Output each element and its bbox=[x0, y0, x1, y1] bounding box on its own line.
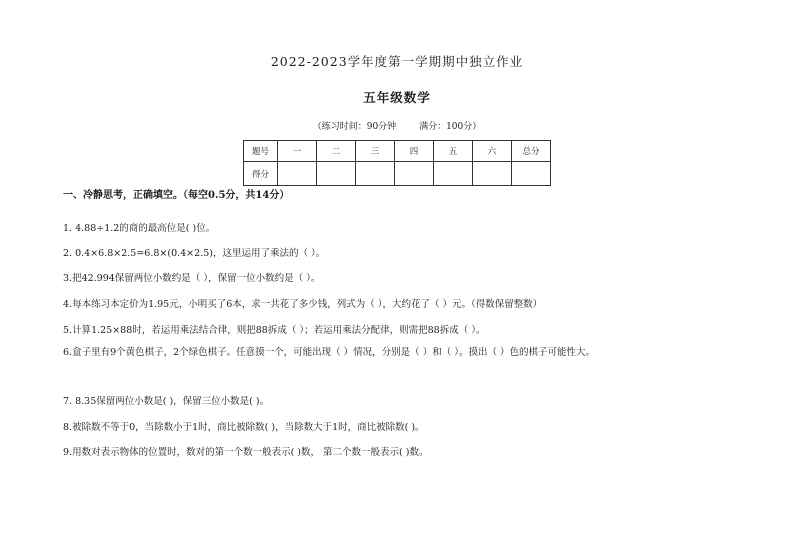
score-table-header-row bbox=[244, 141, 551, 162]
question-2: 2. 0.4×6.8×2.5=6.8×(0.4×2.5)，这里运用了乘法的（ ）。 bbox=[63, 248, 326, 259]
score-cell[interactable] bbox=[434, 162, 473, 186]
score-cell[interactable] bbox=[395, 162, 434, 186]
question-7: 7. 8.35保留两位小数是( )，保留三位小数是( )。 bbox=[63, 396, 270, 407]
exam-title: 2022-2023学年度第一学期期中独立作业 bbox=[270, 54, 524, 69]
score-cell[interactable] bbox=[356, 162, 395, 186]
question-5: 5.计算1.25×88时，若运用乘法结合律，则把88拆成（ ）；若运用乘法分配律，则需把88拆成（ ）。 bbox=[63, 325, 486, 336]
question-4: 4.每本练习本定价为1.95元，小明买了6本，求一共花了多少钱，列式为（ ），大约花了（ ）元。（得数保留整数） bbox=[63, 299, 543, 310]
question-3: 3.把42.994保留两位小数约是（ ），保留一位小数约是（ ）。 bbox=[63, 273, 321, 284]
score-cell[interactable] bbox=[278, 162, 317, 186]
score-header-cell: 六 bbox=[473, 141, 512, 162]
score-header-cell: 总分 bbox=[512, 141, 551, 162]
question-1: 1. 4.88÷1.2的商的最高位是( )位。 bbox=[63, 223, 216, 234]
score-header-cell: 四 bbox=[395, 141, 434, 162]
score-header-cell: 二 bbox=[317, 141, 356, 162]
exam-meta: （练习时间：90分钟 满分：100分） bbox=[312, 122, 482, 132]
score-header-cell: 三 bbox=[356, 141, 395, 162]
score-cell[interactable] bbox=[473, 162, 512, 186]
question-9: 9.用数对表示物体的位置时，数对的第一个数一般表示( )数， 第二个数一般表示( )数。 bbox=[63, 447, 429, 458]
score-header-cell: 一 bbox=[278, 141, 317, 162]
section-title: 一、冷静思考，正确填空。（每空0.5分，共14分） bbox=[63, 190, 290, 201]
score-header-cell: 五 bbox=[434, 141, 473, 162]
score-header-cell: 题号 bbox=[244, 141, 278, 162]
score-table-score-row bbox=[244, 162, 551, 186]
score-cell[interactable] bbox=[512, 162, 551, 186]
score-row-label: 得分 bbox=[244, 162, 278, 186]
score-table bbox=[243, 140, 551, 186]
question-8: 8.被除数不等于0，当除数小于1时，商比被除数( )，当除数大于1时，商比被除数( )。 bbox=[63, 422, 425, 433]
score-cell[interactable] bbox=[317, 162, 356, 186]
exam-subtitle: 五年级数学 bbox=[363, 90, 431, 105]
question-6: 6.盒子里有9个黄色棋子，2个绿色棋子。任意摸一个，可能出现（ ）情况，分别是（ ）和（ ）。摸出（ ）色的棋子可能性大。 bbox=[63, 347, 595, 358]
